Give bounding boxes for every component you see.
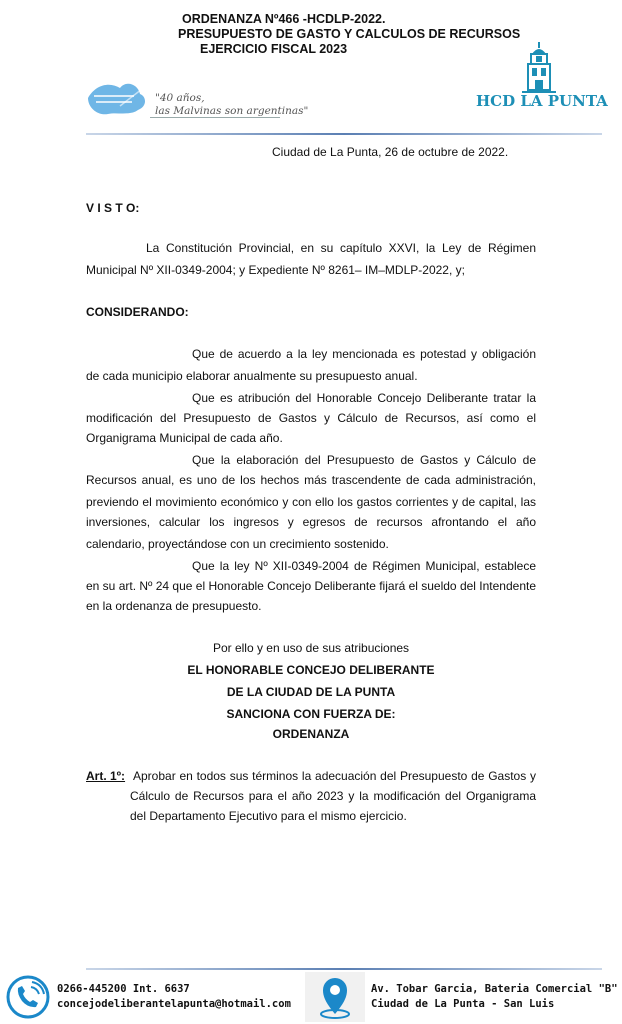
footer-divider: [86, 968, 602, 970]
malvinas-slogan: [155, 92, 308, 118]
article-1-line-3: del Departamento Ejecutivo para el mismo ejercicio.: [130, 809, 407, 823]
considerando-p4-line-1: Que la ley Nº XII-0349-2004 de Régimen Municipal, establece: [192, 559, 536, 573]
article-1-line-1: Aprobar en todos sus términos la adecuación del Presupuesto de Gastos y: [133, 769, 536, 783]
document-title: PRESUPUESTO DE GASTO Y CALCULOS DE RECURSOS: [178, 27, 521, 41]
considerando-p2-line-2: modificación del Presupuesto de Gastos y Cálculo de Recursos, así como el: [86, 411, 536, 425]
visto-line-2: Municipal Nº XII-0349-2004; y Expediente Nº 8261– IM–MDLP-2022, y;: [86, 263, 465, 277]
considerando-p3-line-1: Que la elaboración del Presupuesto de Gastos y Cálculo de: [192, 453, 536, 467]
header-divider: [86, 133, 602, 135]
considerando-p3-line-5: calendario, proyectándose con un crecimiento sostenido.: [86, 537, 389, 551]
footer-city: Ciudad de La Punta - San Luis: [371, 998, 555, 1010]
council-logo-text: HCD LA PUNTA: [476, 92, 608, 110]
date-line: Ciudad de La Punta, 26 de octubre de 2022.: [272, 145, 509, 159]
considerando-p3-line-3: previendo el movimiento económico y con ello los gastos corrientes y de capital, las: [86, 495, 536, 509]
council-building-icon: [520, 40, 558, 96]
visto-line-1: La Constitución Provincial, en su capítulo XXVI, la Ley de Régimen: [146, 241, 536, 255]
considerando-p2-line-1: Que es atribución del Honorable Concejo Deliberante tratar la: [192, 391, 536, 405]
resolution-intro: Por ello y en uso de sus atribuciones: [212, 641, 410, 655]
resolution-line-1: EL HONORABLE CONCEJO DELIBERANTE: [187, 663, 435, 677]
visto-heading: V I S T O:: [86, 201, 140, 215]
slogan-line-2: las Malvinas son argentinas": [155, 105, 309, 117]
considerando-heading: CONSIDERANDO:: [86, 305, 189, 319]
fiscal-year: EJERCICIO FISCAL 2023: [200, 42, 348, 56]
resolution-line-4: ORDENANZA: [272, 727, 350, 741]
resolution-line-3: SANCIONA CON FUERZA DE:: [226, 707, 396, 721]
considerando-p1-line-2: de cada municipio elaborar anualmente su presupuesto anual.: [86, 369, 418, 383]
article-1-label: Art. 1º:: [86, 769, 126, 783]
footer-address: Av. Tobar Garcia, Bateria Comercial "B": [371, 983, 618, 995]
resolution-line-2: DE LA CIUDAD DE LA PUNTA: [226, 685, 396, 699]
slogan-underline: [150, 117, 280, 118]
location-pin-icon: [305, 972, 365, 1022]
considerando-p3-line-4: inversiones, calcular los ingresos y egresos de recursos afrontando el año: [86, 515, 536, 529]
considerando-p4-line-3: en la ordenanza de presupuesto.: [86, 599, 262, 613]
article-1-line-2: Cálculo de Recursos para el año 2023 y la modificación del Organigrama: [130, 789, 536, 803]
considerando-p4-line-2: en su art. Nº 24 que el Honorable Concejo Deliberante fijará el sueldo del Intendente: [86, 579, 537, 593]
considerando-p1-line-1: Que de acuerdo a la ley mencionada es potestad y obligación: [192, 347, 536, 361]
slogan-line-1: "40 años,: [155, 92, 205, 104]
considerando-p3-line-2: Recursos anual, es uno de los hechos más trascendente de cada administración,: [86, 473, 536, 487]
ordinance-number: ORDENANZA Nº466 -HCDLP-2022.: [182, 12, 386, 26]
considerando-p2-line-3: Organigrama Municipal de cada año.: [86, 431, 283, 445]
footer-phone: 0266-445200 Int. 6637: [57, 983, 190, 995]
phone-icon: [4, 974, 52, 1020]
footer-email: concejodeliberantelapunta@hotmail.com: [57, 998, 291, 1010]
